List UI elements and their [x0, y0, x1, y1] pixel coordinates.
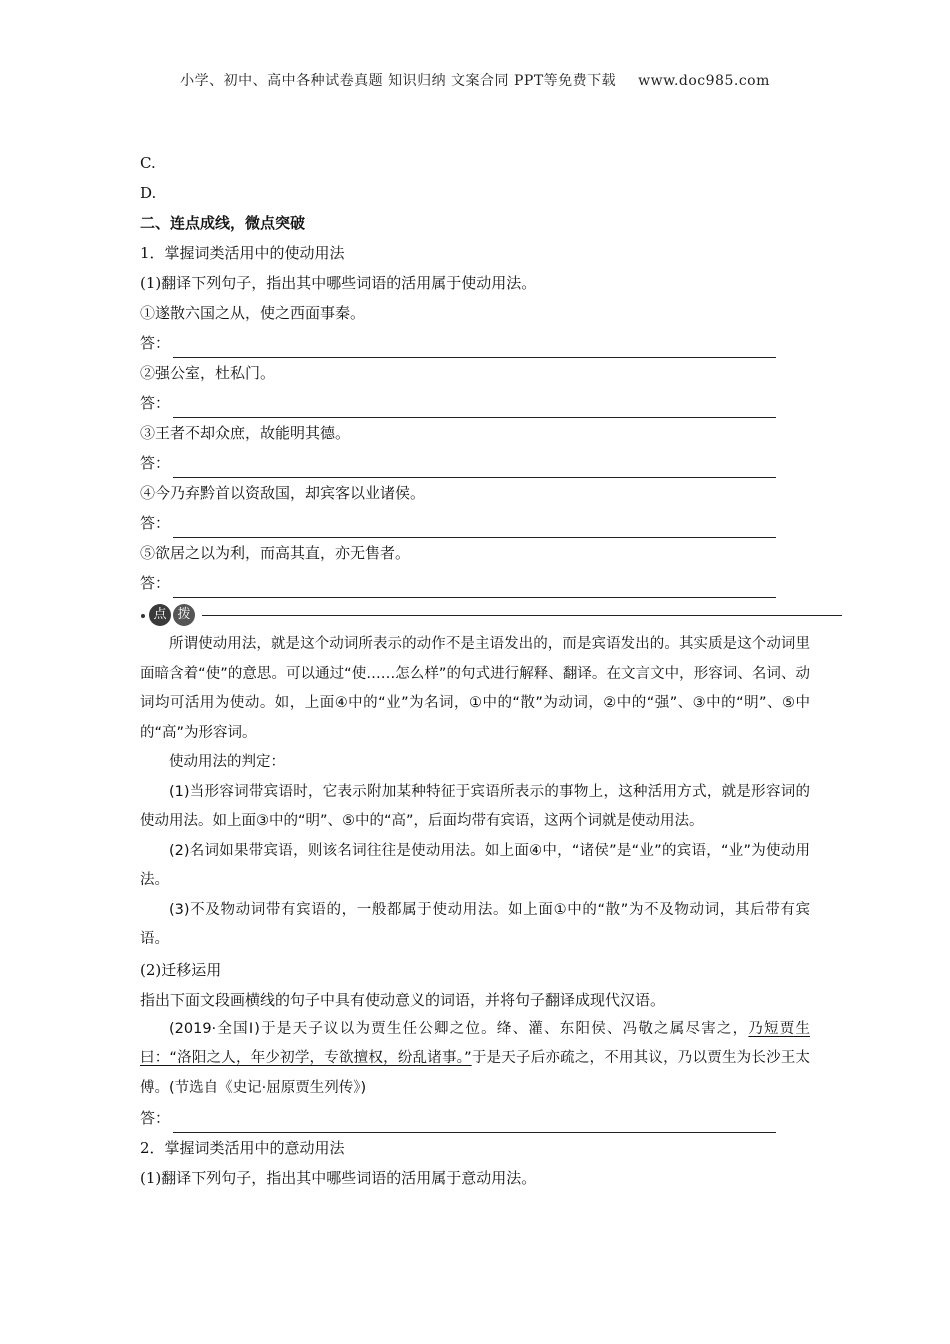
item2-intro: (1)翻译下列句子，指出其中哪些词语的活用属于意动用法。	[140, 1169, 537, 1187]
answer-line-6[interactable]	[140, 1103, 810, 1133]
question1-intro: (1)翻译下列句子，指出其中哪些词语的活用属于使动用法。	[140, 274, 537, 292]
answer-label: 答：	[140, 454, 171, 472]
answer-rule	[173, 577, 776, 598]
passage-part-b: 于是天子后亦疏之，不用其议，乃以贾生为长沙王太傅。(节选自《史记·屈原贾生列传》)	[140, 1050, 810, 1096]
answer-label: 答：	[140, 1109, 171, 1127]
answer-line-5[interactable]	[140, 568, 810, 598]
explain-paragraph-2: 使动用法的判定：	[169, 754, 285, 770]
answer-rule	[173, 397, 776, 418]
answer-rule	[173, 457, 776, 478]
answer-line-1[interactable]	[140, 328, 810, 358]
answer-label: 答：	[140, 514, 171, 532]
tip-badge-icon: 点	[149, 604, 171, 626]
answer-label: 答：	[140, 394, 171, 412]
answer-rule	[173, 1112, 776, 1133]
sentence-5: ⑤欲居之以为利，而高其直，亦无售者。	[140, 544, 411, 562]
item1-title: 1．掌握词类活用中的使动用法	[140, 244, 345, 262]
option-c: C.	[140, 154, 156, 172]
page-header	[0, 70, 950, 90]
passage-underlined: 乃短贾生曰：“洛阳之人，年少初学，专欲擅权，纷乱诸事。”	[140, 1020, 810, 1066]
bullet-dot	[141, 614, 145, 618]
answer-line-3[interactable]	[140, 448, 810, 478]
section-heading: 二、连点成线，微点突破	[140, 214, 306, 232]
transfer-instruction: 指出下面文段画横线的句子中具有使动意义的词语，并将句子翻译成现代汉语。	[140, 990, 666, 1009]
document-body	[140, 148, 810, 1193]
explain-paragraph-1: 所谓使动用法，就是这个动词所表示的动作不是主语发出的，而是宾语发出的。其实质是这个动词里面暗含着“使”的意思。可以通过“使……怎么样”的句式进行解释、翻译。在文言文中，形容词、名词、动词均可活用为使动。如，上面④中的“业”为名词，①中的“散”为动词，②中的“强”、③中的“明”、⑤中的“高”为形容词。	[140, 636, 810, 741]
divider-line	[202, 615, 842, 616]
item2-title: 2．掌握词类活用中的意动用法	[140, 1139, 345, 1157]
explain-paragraph-3: (1)当形容词带宾语时，它表示附加某种特征于宾语所表示的事物上，这种活用方式，就是形容词的使动用法。如上面③中的“明”、⑤中的“高”，后面均带有宾语，这两个词就是使动用法。	[140, 783, 810, 829]
passage-part-a: (2019·全国Ⅰ)于是天子议以为贾生任公卿之位。绛、灌、东阳侯、冯敬之属尽害之，	[169, 1020, 749, 1037]
answer-rule	[173, 517, 776, 538]
header-url[interactable]: www.doc985.com	[638, 73, 770, 89]
answer-line-2[interactable]	[140, 388, 810, 418]
tip-divider	[140, 602, 810, 628]
option-d: D.	[140, 184, 157, 202]
answer-rule	[173, 337, 776, 358]
explain-paragraph-5: (3)不及物动词带有宾语的，一般都属于使动用法。如上面①中的“散”为不及物动词，其后带有宾语。	[140, 901, 810, 947]
sentence-1: ①遂散六国之从，使之西面事秦。	[140, 304, 366, 322]
answer-label: 答：	[140, 334, 171, 352]
transfer-title: (2)迁移运用	[140, 960, 222, 979]
answer-line-4[interactable]	[140, 508, 810, 538]
sentence-3: ③王者不却众庶，故能明其德。	[140, 424, 351, 442]
tip-badge-icon: 拨	[173, 604, 195, 626]
sentence-2: ②强公室，杜私门。	[140, 364, 276, 382]
header-text: 小学、初中、高中各种试卷真题 知识归纳 文案合同 PPT等免费下载	[180, 73, 617, 89]
answer-label: 答：	[140, 574, 171, 592]
transfer-passage	[140, 1015, 810, 1104]
sentence-4: ④今乃弃黔首以资敌国，却宾客以业诸侯。	[140, 484, 426, 502]
explain-paragraph-4: (2)名词如果带宾语，则该名词往往是使动用法。如上面④中，“诸侯”是“业”的宾语，“业”为使动用法。	[140, 842, 810, 888]
